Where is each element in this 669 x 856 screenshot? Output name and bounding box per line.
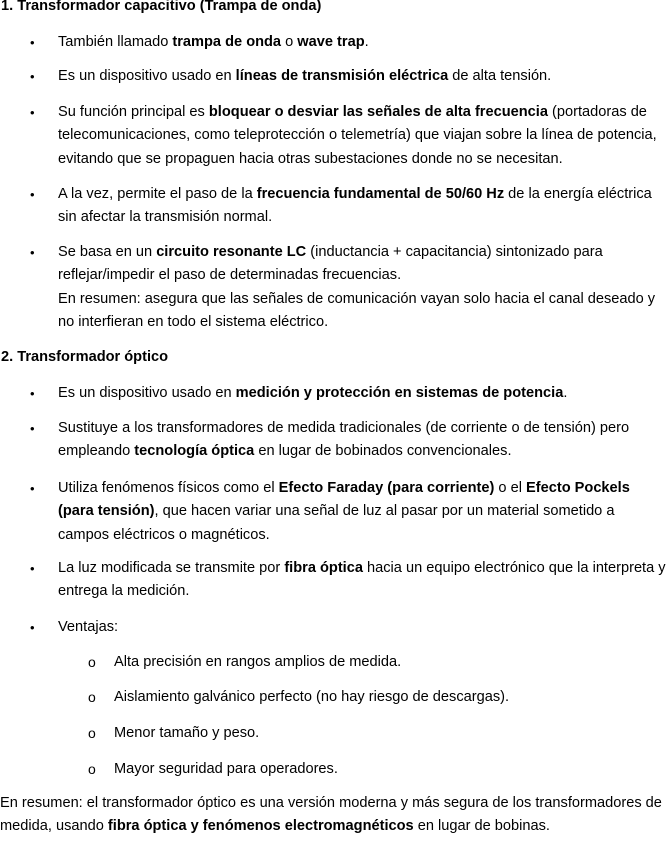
section-1-title: 1. Transformador capacitivo (Trampa de onda) — [1, 0, 322, 14]
bullet: • — [30, 421, 35, 436]
sub-list-item: o Mayor seguridad para operadores. — [114, 758, 664, 781]
list-item: • Se basa en un circuito resonante LC (inductancia + capacitancia) sintonizado para reflejar/impedir el paso de determinadas frecuencias. En resumen: asegura que las señales de comunicación vayan solo hacia el canal deseado y no interfieran en todo el sistema eléctrico. — [58, 241, 666, 335]
summary-line: En resumen: asegura que las señales de comunicación vayan solo hacia el canal deseado y no interfieran en todo el sistema eléctrico. — [58, 290, 656, 331]
list-item: • Es un dispositivo usado en medición y protección en sistemas de potencia. — [58, 382, 666, 405]
bullet: • — [30, 561, 35, 576]
list-item: • A la vez, permite el paso de la frecuencia fundamental de 50/60 Hz de la energía eléctrica sin afectar la transmisión normal. — [58, 183, 666, 230]
bullet: • — [30, 105, 35, 120]
list-item: • Ventajas: — [58, 616, 666, 639]
bullet: • — [30, 245, 35, 260]
list-item: • Es un dispositivo usado en líneas de transmisión eléctrica de alta tensión. — [58, 65, 666, 88]
sub-bullet: o — [88, 725, 96, 741]
bullet: • — [30, 187, 35, 202]
sub-bullet: o — [88, 654, 96, 670]
bullet: • — [30, 386, 35, 401]
sub-list-item: o Aislamiento galvánico perfecto (no hay riesgo de descargas). — [114, 686, 664, 709]
list-item: • Utiliza fenómenos físicos como el Efecto Faraday (para corriente) o el Efecto Pockels (para tensión), que hacen variar una señal de luz al pasar por un material sometido a campos eléctricos o magnéticos. — [58, 477, 666, 547]
list-item: • Su función principal es bloquear o desviar las señales de alta frecuencia (portadoras de telecomunicaciones, como teleprotección o telemetría) que viajan sobre la línea de potencia, evitando que se propaguen hacia otras subestaciones donde no se necesitan. — [58, 101, 666, 171]
bullet: • — [30, 35, 35, 50]
sub-list-item: o Alta precisión en rangos amplios de medida. — [114, 651, 664, 674]
bullet: • — [30, 69, 35, 84]
list-item: • La luz modificada se transmite por fibra óptica hacia un equipo electrónico que la interpreta y entrega la medición. — [58, 557, 666, 604]
bullet: • — [30, 620, 35, 635]
section-2-title: 2. Transformador óptico — [1, 349, 169, 365]
sub-bullet: o — [88, 761, 96, 777]
list-item: • Sustituye a los transformadores de medida tradicionales (de corriente o de tensión) pero empleando tecnología óptica en lugar de bobinados convencionales. — [58, 417, 666, 464]
list-item: • También llamado trampa de onda o wave trap. — [58, 31, 666, 54]
sub-bullet: o — [88, 689, 96, 705]
sub-list-item: o Menor tamaño y peso. — [114, 722, 664, 745]
bullet: • — [30, 481, 35, 496]
summary-paragraph: En resumen: el transformador óptico es una versión moderna y más segura de los transformadores de medida, usando fibra óptica y fenómenos electromagnéticos en lugar de bobinas. — [0, 795, 662, 835]
